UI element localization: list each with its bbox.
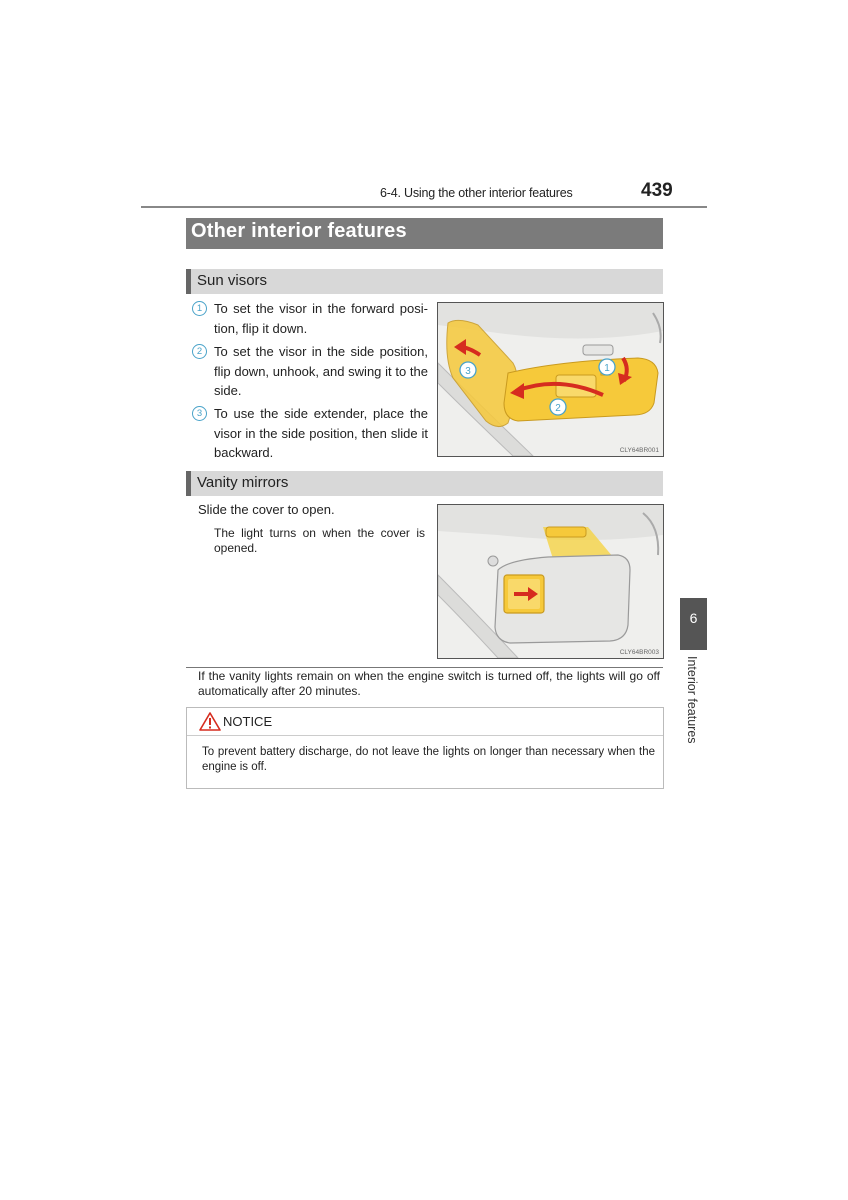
notice-header: [187, 708, 663, 736]
notice-label: NOTICE: [223, 714, 273, 729]
step-text: To use the side extender, place the visor in the side position, then slide it backward.: [214, 406, 428, 460]
step-text: To set the visor in the side position, flip down, unhook, and swing it to the side.: [214, 344, 428, 398]
note-rule: [186, 667, 663, 668]
chapter-tab: [680, 598, 707, 650]
chapter-number: 6: [689, 610, 698, 626]
notice-box: [186, 707, 664, 789]
page-title-bar: [186, 218, 663, 249]
step-number-badge: 1: [192, 301, 207, 316]
figure-code: CLY64BR003: [619, 649, 659, 656]
step-2: [192, 342, 428, 401]
warning-triangle-icon: [199, 712, 221, 731]
step-1: [192, 299, 428, 338]
step-number-badge: 3: [192, 406, 207, 421]
chapter-tab-label: [673, 656, 703, 751]
section-heading-text: Vanity mirrors: [197, 474, 289, 491]
step-text: To set the visor in the forward position, flip it down.: [214, 301, 428, 336]
running-header-section: 6-4. Using the other interior features: [380, 186, 573, 200]
vanity-mirror-illustration: [437, 504, 664, 659]
section-accent: [186, 269, 191, 294]
vanity-light-note: If the vanity lights remain on when the engine switch is turned off, the lights will go off automatically after 20 minutes.: [198, 669, 660, 698]
step-3: [192, 404, 428, 463]
notice-body: To prevent battery discharge, do not leave the lights on longer than necessary when the engine is off.: [202, 746, 655, 773]
page-title: Other interior features: [191, 220, 407, 242]
figure-code: CLY64BR001: [619, 447, 659, 454]
vanity-sub-note: The light turns on when the cover is opened.: [214, 526, 425, 555]
sun-visor-illustration: [437, 302, 664, 457]
page-number: 439: [641, 180, 673, 201]
callout-2: 2: [555, 403, 561, 414]
vanity-mirror-drawing: [438, 505, 663, 658]
step-number-badge: 2: [192, 344, 207, 359]
chapter-label-text: Interior features: [685, 656, 699, 744]
section-heading-text: Sun visors: [197, 272, 268, 289]
sun-visor-drawing: [438, 303, 663, 456]
section-accent: [186, 471, 191, 496]
header-rule: [141, 206, 707, 208]
callout-3: 3: [465, 366, 471, 377]
section-heading-sun-visors: [186, 269, 663, 294]
vanity-instruction: Slide the cover to open.: [198, 502, 335, 517]
callout-1: 1: [604, 363, 610, 374]
section-heading-vanity-mirrors: [186, 471, 663, 496]
